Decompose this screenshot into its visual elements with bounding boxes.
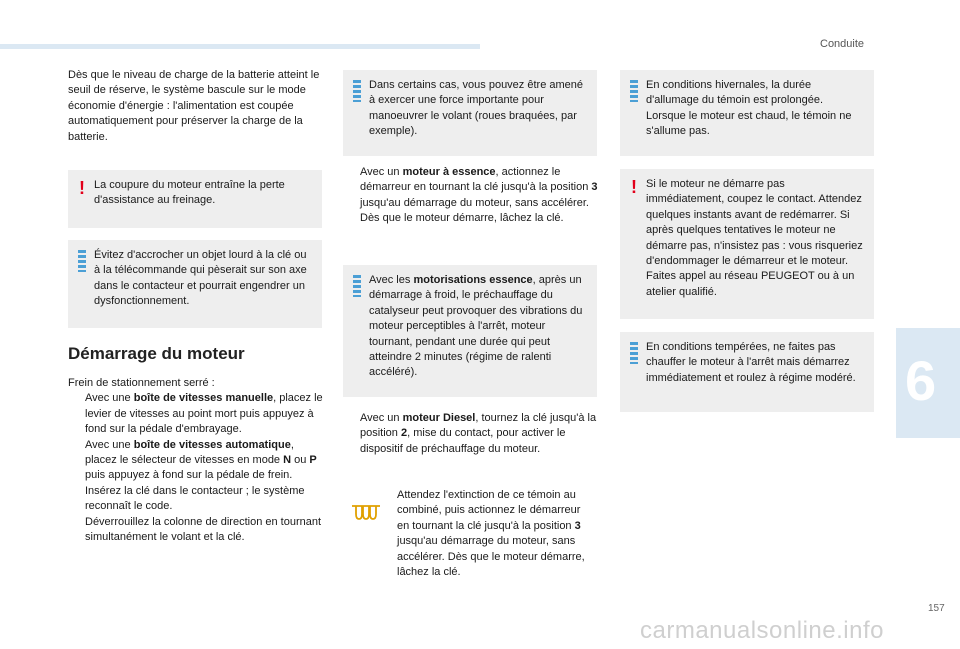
info-text: Évitez d'accrocher un objet lourd à la clé ou à la télécommande qui pèserait sur son axe dans le contacteur et pourrait engendrer un dysfonctionnement. xyxy=(94,249,307,308)
glow-plug-icon xyxy=(351,503,381,521)
info-box-temperate xyxy=(620,332,874,412)
page-number: 157 xyxy=(928,603,945,614)
info-box-steering xyxy=(343,70,597,156)
info-box-winter xyxy=(620,70,874,156)
info-text: En conditions tempérées, ne faites pas chauffer le moteur à l'arrêt mais démarrez immédiatement et roulez à régime modéré. xyxy=(646,341,856,384)
list-item: Insérez la clé dans le contacteur ; le système reconnaît le code. xyxy=(85,484,305,513)
info-box-key xyxy=(68,240,322,328)
list-item: Avec une boîte de vitesses manuelle, placez le levier de vitesses au point mort puis appuyez à fond sur la pédale d'embrayage. xyxy=(85,392,323,436)
info-icon xyxy=(353,80,361,102)
diesel-start xyxy=(343,411,599,457)
warning-text: La coupure du moteur entraîne la perte d'assistance au freinage. xyxy=(94,179,285,207)
list-item: Avec un moteur Diesel, tournez la clé jusqu'à la position 2, mise du contact, pour activer le dispositif de préchauffage du moteur. xyxy=(360,412,597,455)
section-title: Conduite xyxy=(820,38,865,50)
procedure-lead: Frein de stationnement serré : xyxy=(68,377,215,389)
info-icon xyxy=(630,80,638,102)
info-box-catalyst: Avec les motorisations essence, après un démarrage à froid, le préchauffage du catalyseur peut provoquer des vibrations du moteur perceptibles à l'arrêt, moteur tournant, pendant une durée qui peut atteindre 2 minutes (régime de ralenti accéléré). xyxy=(343,265,597,397)
info-icon xyxy=(630,342,638,364)
info-icon xyxy=(78,250,86,272)
section-heading: Démarrage du moteur xyxy=(68,344,245,363)
info-text: Dans certains cas, vous pouvez être amené à exercer une force importante pour manoeuvrer le volant (roues braquées, par exemple). xyxy=(369,79,584,138)
warning-box-start-fail xyxy=(620,169,874,319)
list-item: Avec une boîte de vitesses automatique, placez le sélecteur de vitesses en mode N ou P puis appuyez à fond sur la pédale de frein. xyxy=(85,438,317,482)
info-icon xyxy=(353,275,361,297)
intro-text: Dès que le niveau de charge de la batterie atteint le seuil de réserve, le système bascule sur le mode économie d'énergie : l'alimentation est coupée automatiquement pour préserver la charge de la batterie. xyxy=(68,69,320,143)
petrol-start xyxy=(343,165,599,227)
warning-icon: ! xyxy=(631,177,637,197)
start-procedure xyxy=(68,376,324,545)
watermark: carmanualsonline.info xyxy=(640,617,884,644)
list-item: Avec un moteur à essence, actionnez le démarreur en tournant la clé jusqu'à la position 3 jusqu'au démarrage du moteur, sans accélérer. Dès que le moteur démarre, lâchez la clé. xyxy=(360,166,598,225)
intro-paragraph xyxy=(68,68,324,145)
warning-text: Si le moteur ne démarre pas immédiatement, coupez le contact. Attendez quelques instants avant de redémarrer. Si après quelques tentatives le moteur ne démarre pas, n'insistez pas : vous risqueriez d'endommager le démarreur et le moteur. Faites appel au réseau PEUGEOT ou à un atelier qualifié. xyxy=(646,178,863,298)
procedure-list xyxy=(68,391,324,545)
warning-box-brake xyxy=(68,170,322,228)
info-text: En conditions hivernales, la durée d'allumage du témoin est prolongée. Lorsque le moteur est chaud, le témoin ne s'allume pas. xyxy=(646,79,852,138)
warning-icon: ! xyxy=(79,178,85,198)
chapter-number: 6 xyxy=(905,349,937,412)
glow-plug-note: Attendez l'extinction de ce témoin au combiné, puis actionnez le démarreur en tournant la clé jusqu'à la position 3 jusqu'au démarrage du moteur, sans accélérer. Dès que le moteur démarre, lâchez la clé. xyxy=(397,489,585,579)
header-accent-bar xyxy=(0,44,480,49)
list-item: Déverrouillez la colonne de direction en tournant simultanément le volant et la clé. xyxy=(85,515,322,544)
